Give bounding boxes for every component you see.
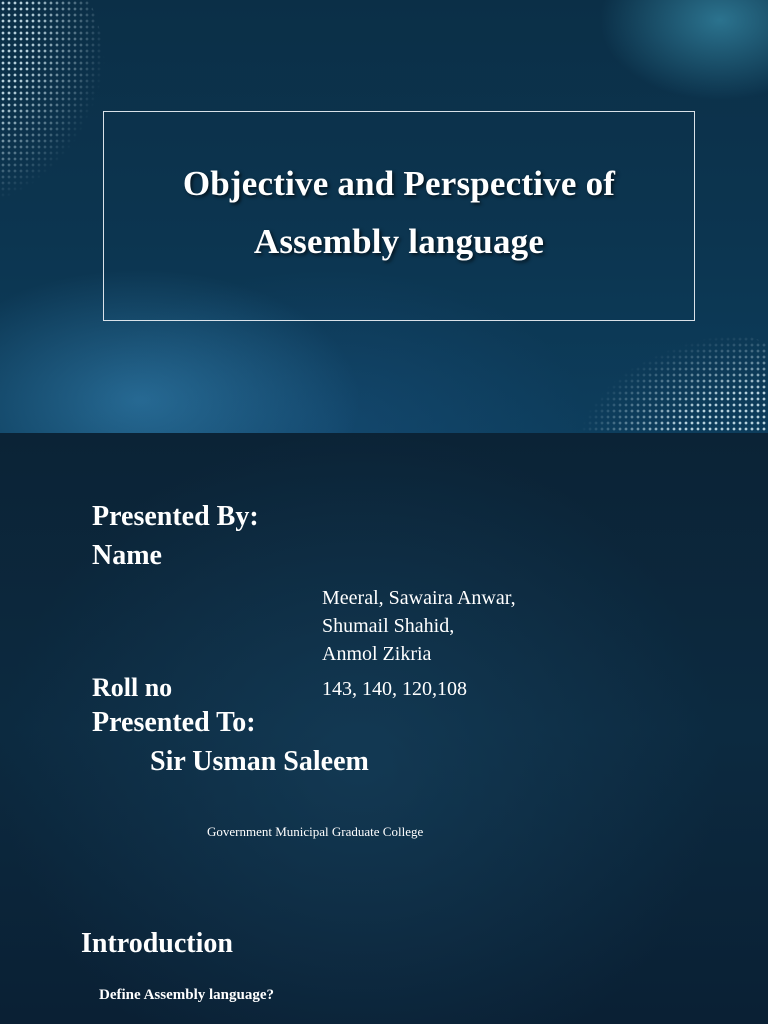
college-name: Government Municipal Graduate College	[207, 824, 424, 839]
presenter-name-line: Meeral, Sawaira Anwar,	[322, 587, 516, 609]
roll-no-label: Roll no	[92, 673, 173, 702]
dot-pattern-decoration	[575, 330, 768, 433]
slide-title-line-2: Assembly language	[253, 222, 545, 261]
presented-to-heading: Presented To:	[92, 707, 256, 738]
presented-to-name: Sir Usman Saleem	[150, 746, 369, 777]
presenters-slide	[0, 433, 768, 1024]
slide-title-line-1: Objective and Perspective of	[182, 164, 616, 203]
roll-numbers: 143, 140, 120,108	[322, 678, 467, 700]
presenter-names	[322, 584, 516, 668]
slide-title	[183, 155, 615, 271]
presenter-name-line: Shumail Shahid,	[322, 615, 455, 637]
define-question: Define Assembly language?	[99, 987, 275, 1003]
presenter-name-line: Anmol Zikria	[322, 643, 432, 665]
name-label: Name	[92, 540, 162, 571]
title-slide	[0, 0, 768, 433]
title-frame	[103, 111, 695, 321]
dot-pattern-decoration	[0, 0, 105, 205]
presented-by-heading: Presented By:	[92, 501, 259, 532]
introduction-heading: Introduction	[81, 928, 233, 959]
